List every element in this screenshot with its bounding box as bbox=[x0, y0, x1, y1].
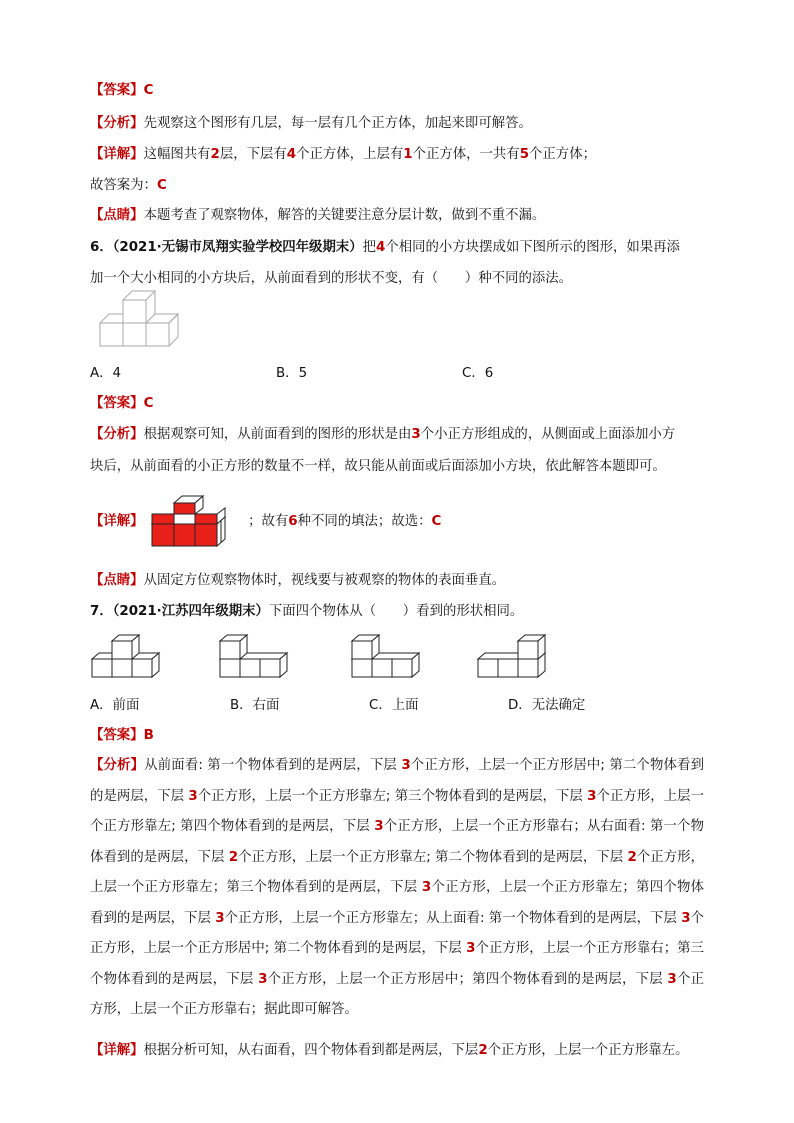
comment-tag: 【点睛】 bbox=[90, 573, 144, 588]
q5-detail-text: 这幅图共有 bbox=[143, 147, 211, 162]
q7-analysis-number: 3 bbox=[466, 941, 476, 956]
q6-analysis-text: 个小正方形组成的，从侧面或上面添加小方 bbox=[420, 427, 676, 442]
q7-analysis-segment: 个正方形，上层一个正方形居中; 第二个物体看到的是两层，下层 bbox=[90, 910, 705, 956]
q6-analysis-text: 根据观察可知，从前面看到的图形的形状是由 bbox=[143, 427, 412, 442]
q6-stem-text: 个相同的小方块摆成如下图所示的图形，如果再添 bbox=[385, 240, 680, 255]
q7-figure-1 bbox=[92, 638, 164, 682]
q7-analysis-number: 3 bbox=[401, 758, 411, 773]
q6-comment-line bbox=[90, 571, 505, 591]
q7-analysis-segment: 个正方形，上层一个正方形居中；第四个物体看到的是两层，下层 bbox=[267, 971, 668, 987]
q7-analysis-number: 3 bbox=[421, 880, 432, 895]
q6-source: （2021·无锡市凤翔实验学校四年级期末） bbox=[112, 240, 363, 255]
q7-analysis-number: 2 bbox=[228, 849, 239, 865]
q5-conclusion-value: C bbox=[156, 178, 167, 193]
q7-detail-text: 根据分析可知，从右面看，四个物体看到都是两层，下层 bbox=[143, 1043, 479, 1058]
q6-answer-line bbox=[90, 394, 153, 414]
q6-stem-line-2 bbox=[90, 269, 572, 289]
detail-tag: 【详解】 bbox=[90, 147, 144, 162]
detail-tag: 【详解】 bbox=[90, 514, 144, 529]
q7-number: 7． bbox=[90, 604, 113, 619]
q7-answer-value: B bbox=[143, 728, 154, 743]
q6-number: 6． bbox=[90, 240, 113, 255]
q7-option-a: A．前面 bbox=[90, 698, 140, 713]
q7-figure-4 bbox=[478, 638, 550, 682]
q5-detail-line bbox=[90, 145, 596, 165]
q7-analysis-number: 2 bbox=[627, 849, 637, 865]
q7-analysis-segment: 个正方形，上层一个正方形靠左; 第三个物体看到的是两层，下层 bbox=[197, 788, 588, 804]
q7-figure-3 bbox=[352, 638, 424, 682]
q6-stem-text: 把 bbox=[362, 240, 377, 255]
q7-analysis-text bbox=[90, 758, 704, 1017]
q6-stem-text: 加一个大小相同的小方块后，从前面看到的形状不变，有（ ）种不同的添法。 bbox=[90, 271, 573, 286]
q7-stem-line bbox=[90, 602, 523, 622]
q7-option-c: C．上面 bbox=[369, 698, 419, 713]
q7-option-b: B．右面 bbox=[230, 698, 280, 713]
q6-analysis-line-2 bbox=[90, 457, 666, 477]
q6-option-a: A．4 bbox=[90, 366, 122, 381]
q6-analysis-line-1 bbox=[90, 425, 675, 445]
q6-stem-line-1 bbox=[90, 238, 680, 258]
q7-detail-text: 个正方形，上层一个正方形靠左。 bbox=[487, 1043, 689, 1058]
q6-red-cube-figure bbox=[152, 500, 242, 550]
q7-analysis-number: 3 bbox=[587, 788, 597, 804]
q7-analysis-number: 3 bbox=[188, 788, 198, 804]
q7-analysis-segment: 个正方形，上层一个正方形居中; 第二个物体看到的是两层，下层 bbox=[90, 758, 704, 804]
q5-comment-line bbox=[90, 206, 545, 226]
q7-analysis-segment: 个正方形，上层一个正方形靠左；第四个物体看到的是两层，下层 bbox=[90, 880, 705, 926]
q6-answer-value: C bbox=[143, 396, 154, 411]
q5-detail-number: 1 bbox=[403, 147, 413, 162]
q6-detail-line bbox=[90, 512, 441, 532]
q7-option-d: D．无法确定 bbox=[508, 698, 586, 713]
q5-analysis-text: 先观察这个图形有几层，每一层有几个正方体，加起来即可解答。 bbox=[143, 116, 532, 131]
q7-analysis-segment: 从前面看: 第一个物体看到的是两层，下层 bbox=[144, 758, 402, 773]
q5-conclusion-line bbox=[90, 176, 167, 196]
q6-analysis-text: 块后，从前面看的小正方形的数量不一样，故只能从前面或后面添加小方块，依此解答本题即可。 bbox=[90, 459, 666, 474]
q5-detail-text: 个正方体； bbox=[529, 147, 596, 162]
answer-tag: 【答案】 bbox=[90, 83, 144, 98]
q5-detail-text: 个正方体，上层有 bbox=[296, 147, 404, 162]
q6-analysis-number: 3 bbox=[411, 427, 421, 442]
q7-analysis-segment: 个正方形，上层一个正方形靠左；从上面看: 第一个物体看到的是两层，下层 bbox=[224, 910, 682, 926]
q7-analysis-number: 3 bbox=[258, 971, 268, 987]
q5-conclusion-text: 故答案为： bbox=[90, 178, 157, 193]
analysis-tag: 【分析】 bbox=[90, 116, 144, 131]
q7-analysis-paragraph bbox=[90, 751, 704, 1026]
q5-detail-text: 个正方体，一共有 bbox=[412, 147, 520, 162]
q7-analysis-segment: 个正方形，上层一个正方形靠右；据此即可解答。 bbox=[90, 971, 704, 1017]
q6-detail-value: C bbox=[431, 514, 442, 529]
q7-analysis-segment: 个正方形，上层一个正方形靠左；第三个物体看到的是两层，下层 bbox=[90, 849, 705, 895]
q7-detail-line bbox=[90, 1041, 689, 1061]
q5-detail-number: 2 bbox=[210, 147, 220, 162]
q7-source: （2021·江苏四年级期末） bbox=[112, 604, 269, 619]
q7-analysis-number: 3 bbox=[667, 971, 677, 987]
q5-analysis-line bbox=[90, 114, 532, 134]
q7-analysis-segment: 个正方形，上层一个正方形靠左; 第四个物体看到的是两层，下层 bbox=[90, 788, 704, 834]
q7-analysis-number: 3 bbox=[681, 910, 691, 926]
q6-detail-text: 种不同的填法；故选： bbox=[297, 514, 432, 529]
q6-comment-text: 从固定方位观察物体时，视线要与被观察的物体的表面垂直。 bbox=[143, 573, 506, 588]
q6-detail-number: 6 bbox=[288, 514, 298, 529]
answer-tag: 【答案】 bbox=[90, 396, 144, 411]
q7-stem-text: 下面四个物体从（ ）看到的形状相同。 bbox=[268, 604, 524, 619]
q6-stem-number: 4 bbox=[376, 240, 386, 255]
detail-tag: 【详解】 bbox=[90, 1043, 144, 1058]
q5-detail-number: 4 bbox=[286, 147, 297, 162]
q5-detail-text: 层，下层有 bbox=[219, 147, 287, 162]
q7-analysis-segment: 个正方形，上层一个正方形靠右；第三个物体看到的是两层，下层 bbox=[90, 941, 704, 987]
analysis-tag: 【分析】 bbox=[90, 427, 144, 442]
q5-comment-text: 本题考查了观察物体，解答的关键要注意分层计数，做到不重不漏。 bbox=[143, 208, 546, 223]
q7-figure-2 bbox=[220, 638, 292, 682]
q5-answer-value: C bbox=[143, 83, 154, 98]
comment-tag: 【点睛】 bbox=[90, 208, 144, 223]
q6-detail-text: ；故有 bbox=[248, 514, 289, 529]
q5-answer-line bbox=[90, 81, 153, 101]
q7-analysis-number: 3 bbox=[215, 910, 225, 926]
q7-analysis-segment: 个正方形，上层一个正方形靠左; 第二个物体看到的是两层，下层 bbox=[238, 849, 628, 865]
q6-cube-figure bbox=[100, 298, 180, 354]
q7-answer-line bbox=[90, 726, 154, 746]
answer-tag: 【答案】 bbox=[90, 728, 144, 743]
q7-analysis-segment: 个正方形，上层一个正方形靠右；从右面看: 第一个物体看到的是两层，下层 bbox=[90, 819, 704, 865]
q7-detail-number: 2 bbox=[478, 1043, 488, 1058]
q7-analysis-number: 3 bbox=[374, 819, 384, 834]
q5-detail-number: 5 bbox=[519, 147, 530, 162]
q6-option-b: B．5 bbox=[276, 366, 308, 381]
q6-option-c: C．6 bbox=[462, 366, 494, 381]
analysis-tag: 【分析】 bbox=[90, 758, 145, 773]
